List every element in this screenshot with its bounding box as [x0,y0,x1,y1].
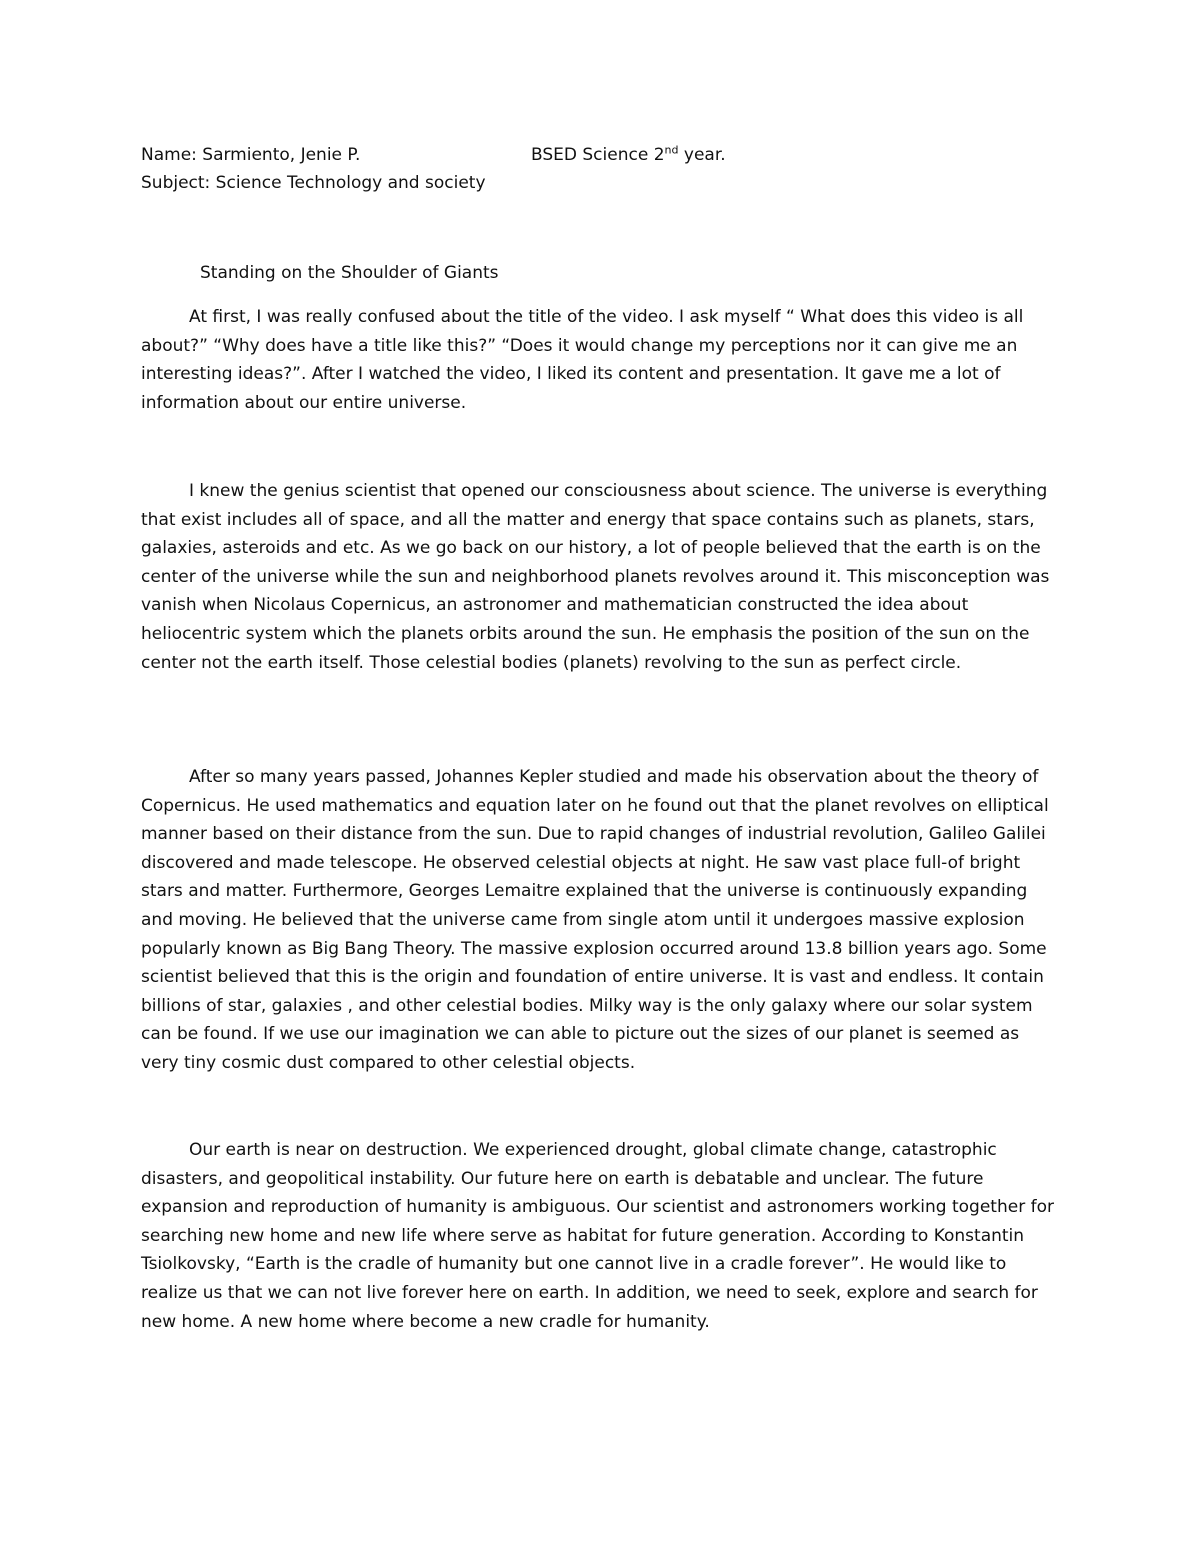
paragraph-1: At first, I was really confused about the title of the video. I ask myself “ What does this video is all about?” “Why does have a title like this?” “Does it would change my perceptions nor it can give me an interesting ideas?”. After I watched the video, I liked its content and presentation. It gave me a lot of information about our entire universe. [141,307,1024,413]
document-title: Standing on the Shoulder of Giants [200,263,499,283]
course-year [531,143,726,167]
course-suffix: year. [678,145,726,165]
course-superscript: nd [664,143,679,157]
subject-line: Subject: Science Technology and society [141,173,486,193]
course-prefix: BSED Science 2 [531,145,665,165]
paragraph-4: Our earth is near on destruction. We experienced drought, global climate change, catastrophic disasters, and geopolitical instability. Our future here on earth is debatable and unclear. The future expansion and reproduction of humanity is ambiguous. Our scientist and astronomers working together for searching new home and new life where serve as habitat for future generation. According to Konstantin Tsiolkovsky, “Earth is the cradle of humanity but one cannot live in a cradle forever”. He would like to realize us that we can not live forever here on earth. In addition, we need to seek, explore and search for new home. A new home where become a new cradle for humanity. [141,1140,1054,1332]
paragraph-2: I knew the genius scientist that opened our consciousness about science. The universe is everything that exist includes all of space, and all the matter and energy that space contains such as planets, stars, galaxies, asteroids and etc. As we go back on our history, a lot of people believed that the earth is on the center of the universe while the sun and neighborhood planets revolves around it. This misconception was vanish when Nicolaus Copernicus, an astronomer and mathematician constructed the idea about heliocentric system which the planets orbits around the sun. He emphasis the position of the sun on the center not the earth itself. Those celestial bodies (planets) revolving to the sun as perfect circle. [141,481,1050,673]
student-name: Name: Sarmiento, Jenie P. [141,145,361,165]
paragraph-3: After so many years passed, Johannes Kepler studied and made his observation about the theory of Copernicus. He used mathematics and equation later on he found out that the planet revolves on elliptical manner based on their distance from the sun. Due to rapid changes of industrial revolution, Galileo Galilei discovered and made telescope. He observed celestial objects at night. He saw vast place full-of bright stars and matter. Furthermore, Georges Lemaitre explained that the universe is continuously expanding and moving. He believed that the universe came from single atom until it undergoes massive explosion popularly known as Big Bang Theory. The massive explosion occurred around 13.8 billion years ago. Some scientist believed that this is the origin and foundation of entire universe. It is vast and endless. It contain billions of star, galaxies , and other celestial bodies. Milky way is the only galaxy where our solar system can be found. If we use our imagination we can able to picture out the sizes of our planet is seemed as very tiny cosmic dust compared to other celestial objects. [141,767,1049,1073]
